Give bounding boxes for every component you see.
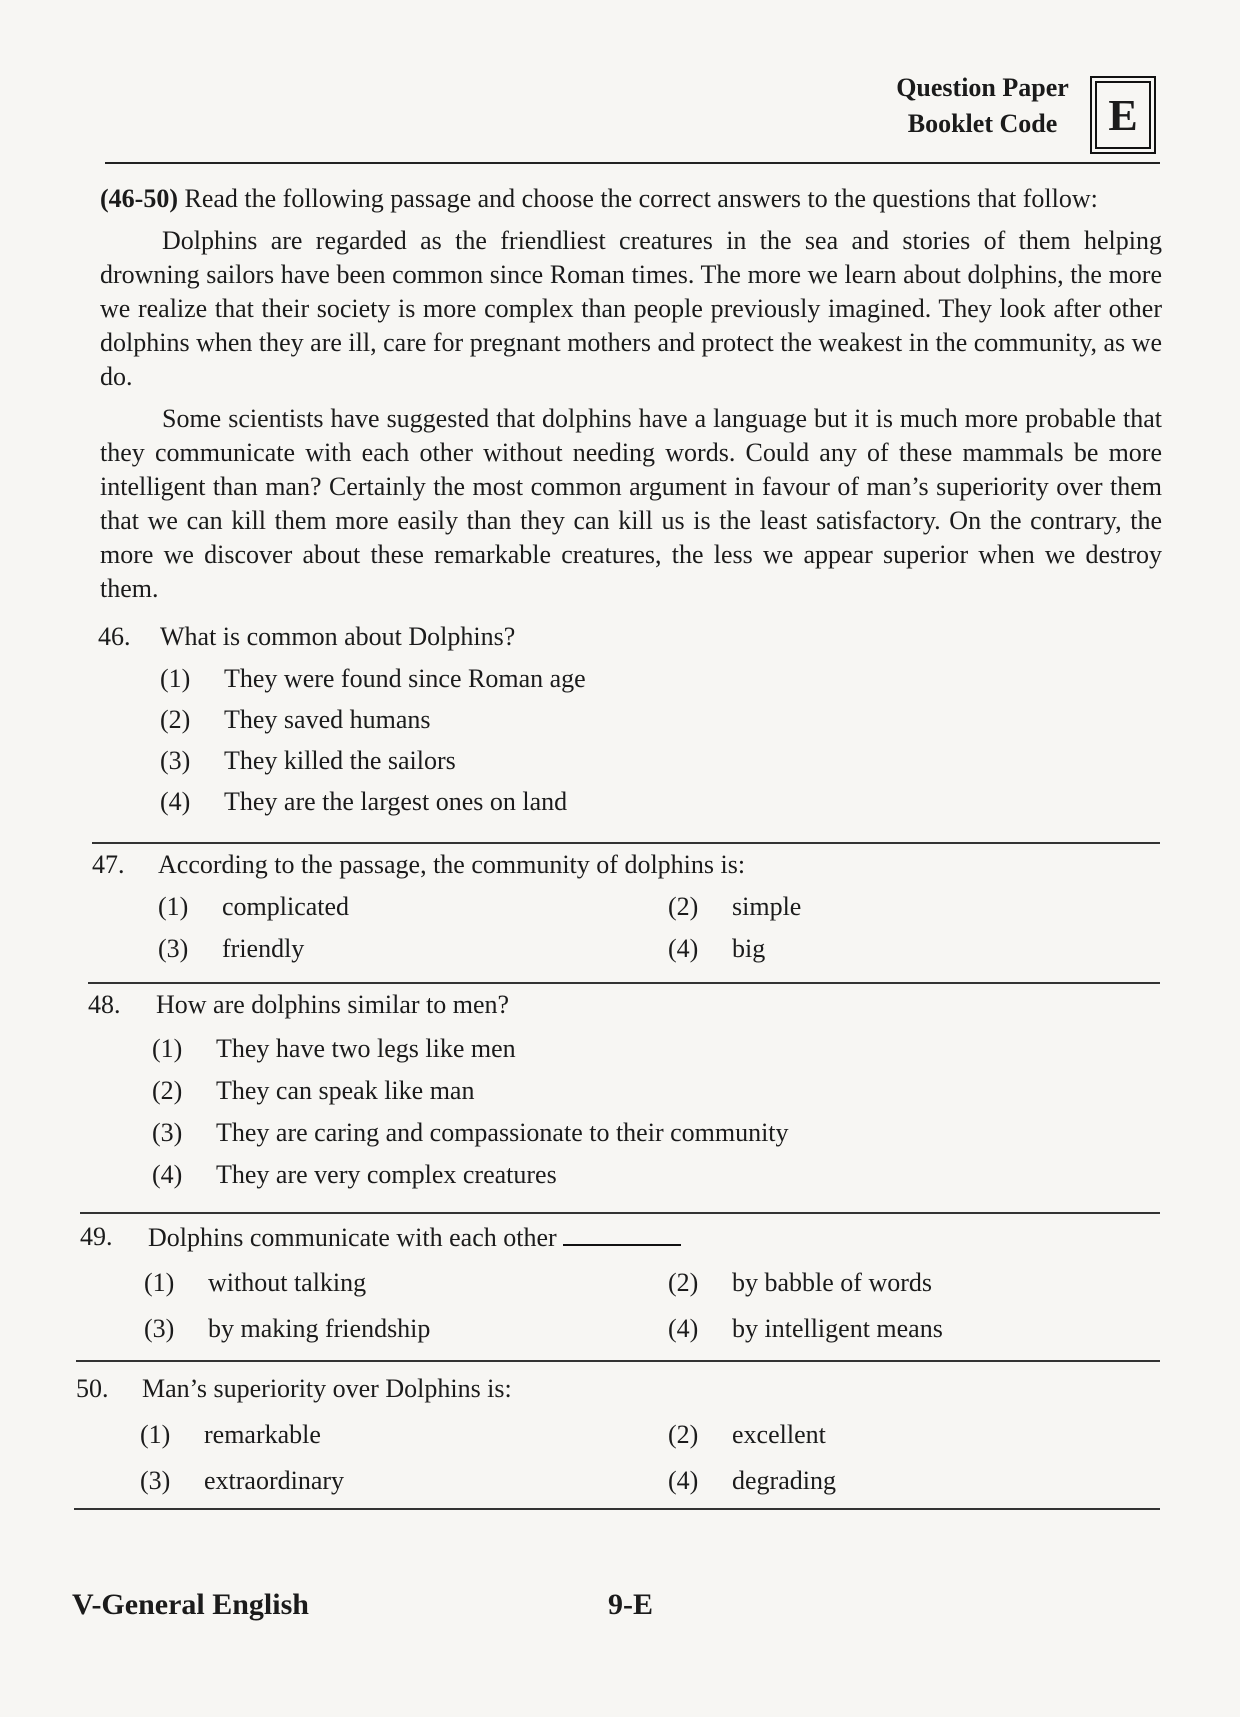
question-divider [92,842,1160,844]
option-4[interactable]: (4) They are the largest ones on land [160,787,568,816]
question-divider [76,1360,1160,1362]
option-3[interactable]: (3) They killed the sailors [160,746,456,775]
option-1[interactable]: (1) complicated [158,892,350,921]
question-number: 49. [80,1222,113,1251]
question-47 [92,848,1160,978]
question-text: According to the passage, the community of dolphins is: [158,850,746,879]
booklet-code-label-line2: Booklet Code [907,109,1058,138]
option-4[interactable]: (4) They are very complex creatures [152,1160,557,1189]
option-2[interactable]: (2) by babble of words [668,1268,933,1297]
question-50 [76,1372,1160,1502]
instruction-number: (46-50) [100,184,178,213]
option-2[interactable]: (2) excellent [668,1420,826,1449]
option-1[interactable]: (1) They have two legs like men [152,1034,516,1063]
option-3[interactable]: (3) by making friendship [144,1314,431,1343]
question-text: Man’s superiority over Dolphins is: [142,1374,512,1403]
option-4[interactable]: (4) big [668,934,766,963]
passage-paragraph-1: Dolphins are regarded as the friendliest creatures in the sea and stories of them helping drowning sailors have been common since Roman times. The more we learn about dolphins, the more we realize that their society is more complex than people previously imagined. They look after other dolphins when they are ill, care for pregnant mothers and protect the weakest in the community, as we do. [100,226,1162,391]
option-4[interactable]: (4) by intelligent means [668,1314,943,1343]
question-text [148,1220,681,1255]
question-48 [88,988,1160,1198]
question-divider [74,1508,1160,1510]
question-divider [88,982,1160,984]
option-2[interactable]: (2) They can speak like man [152,1076,475,1105]
option-3[interactable]: (3) extraordinary [140,1466,345,1495]
booklet-code-label-line1: Question Paper [896,73,1069,102]
passage-paragraph-2: Some scientists have suggested that dolphins have a language but it is much more probable that they communicate with each other without needing words. Could any of these mammals be more intelligent than man? Certainly the most common argument in favour of man’s superiority over them that we can kill them more easily than they can kill us is the least satisfactory. On the contrary, the more we discover about these remarkable creatures, the less we appear superior when we destroy them. [100,404,1162,603]
question-text: What is common about Dolphins? [160,622,516,651]
question-49 [80,1220,1160,1350]
booklet-code-label [880,70,1085,142]
option-4[interactable]: (4) degrading [668,1466,836,1495]
footer-subject: V-General English [72,1588,309,1621]
option-2[interactable]: (2) simple [668,892,802,921]
option-3[interactable]: (3) They are caring and compassionate to their community [152,1118,789,1147]
booklet-code-box: E [1090,76,1156,154]
footer-page-number: 9-E [608,1588,653,1621]
question-number: 46. [98,622,131,651]
question-number: 50. [76,1374,109,1403]
question-number: 47. [92,850,125,879]
question-46 [98,620,1158,820]
instruction-text: Read the following passage and choose the correct answers to the questions that follow: [184,184,1098,213]
booklet-code-header [880,70,1160,150]
option-3[interactable]: (3) friendly [158,934,305,963]
reading-passage [100,182,1162,614]
question-text-body: Dolphins communicate with each other [148,1223,557,1252]
header-divider [105,162,1160,164]
option-2[interactable]: (2) They saved humans [160,705,431,734]
question-divider [80,1212,1160,1214]
option-1[interactable]: (1) without talking [144,1268,367,1297]
question-text: How are dolphins similar to men? [156,990,510,1019]
answer-blank [563,1220,681,1246]
option-1[interactable]: (1) They were found since Roman age [160,664,586,693]
option-1[interactable]: (1) remarkable [140,1420,321,1449]
passage-instruction [100,182,1162,216]
question-number: 48. [88,990,121,1019]
